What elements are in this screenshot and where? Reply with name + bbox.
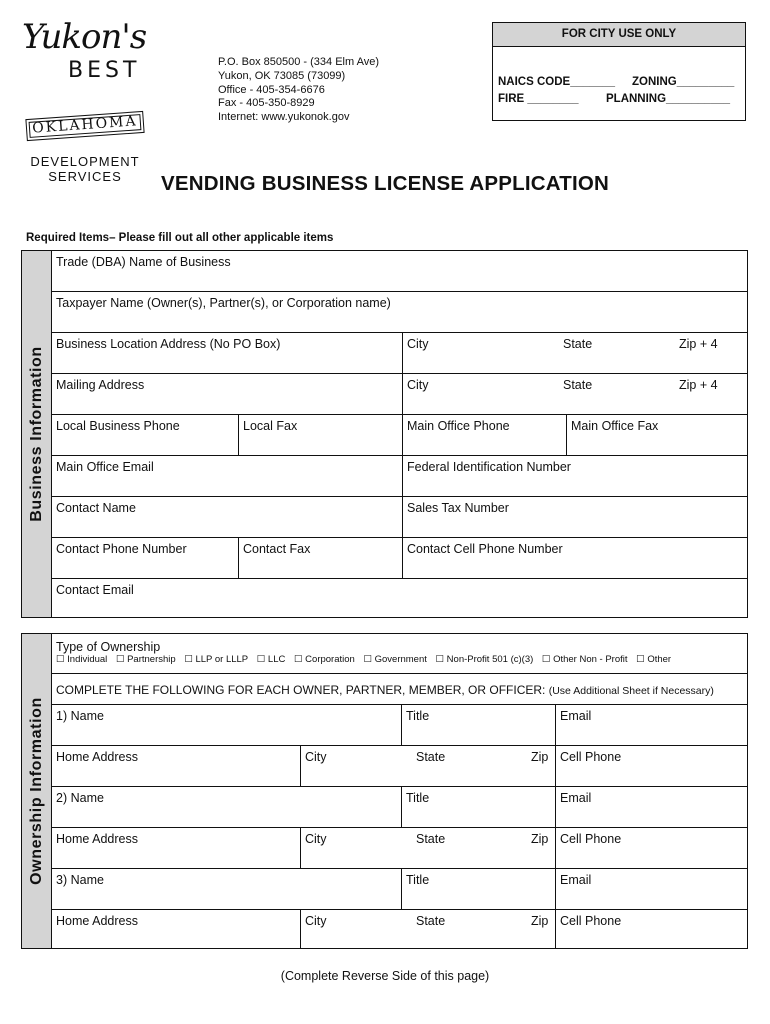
contact-email-field[interactable] [52, 579, 747, 617]
owner2-name-label: 2) Name [56, 791, 104, 805]
owner2-email-label: Email [560, 791, 592, 805]
owner3-email-field[interactable] [555, 869, 747, 909]
business-information-section [21, 250, 748, 618]
row-taxpayer-name [52, 292, 747, 333]
owner-instruction-main: COMPLETE THE FOLLOWING FOR EACH OWNER, PARTNER, MEMBER, OR OFFICER: [56, 683, 546, 697]
address-po-box: P.O. Box 850500 - (334 Elm Ave) [218, 56, 380, 68]
ownership-side-label: Ownership Information [28, 697, 45, 885]
owner2-name-field[interactable] [52, 787, 401, 827]
option-llp-checkbox[interactable]: ☐ LLP or LLLP [184, 654, 249, 665]
ownership-information-section [21, 633, 748, 949]
owner3-city-label: City [305, 914, 327, 928]
taxpayer-name-label: Taxpayer Name (Owner(s), Partner(s), or Corporation name) [56, 296, 391, 310]
fein-field[interactable] [402, 456, 747, 496]
address-internet: Internet: www.yukonok.gov [218, 111, 350, 124]
trade-name-field[interactable] [52, 251, 747, 291]
owner3-home-address-field[interactable] [52, 910, 300, 948]
address-city-zip: Yukon, OK 73085 (73099) [218, 69, 346, 82]
logo-dept-line2: SERVICES [48, 169, 122, 184]
required-items-note: Required Items– Please fill out all other applicable items [26, 232, 334, 244]
zoning-field[interactable]: ZONING_________ [632, 76, 735, 88]
business-side-label: Business Information [28, 346, 45, 522]
main-office-email-label: Main Office Email [56, 460, 154, 474]
yukon-logo [22, 17, 147, 184]
owner3-title-label: Title [406, 873, 430, 887]
contact-cell-field[interactable] [402, 538, 747, 578]
owner3-name-field[interactable] [52, 869, 401, 909]
logo-dept-line1: DEVELOPMENT [30, 154, 140, 169]
owner3-email-label: Email [560, 873, 592, 887]
mailing-city-state-zip-field[interactable] [402, 374, 747, 414]
owner1-title-label: Title [406, 709, 430, 723]
location-address-field[interactable] [52, 333, 402, 373]
owner1-cell-label: Cell Phone [560, 750, 622, 764]
owner1-city-state-zip-field[interactable] [300, 746, 555, 786]
city-use-box [492, 22, 746, 121]
option-llc-checkbox[interactable]: ☐ LLC [256, 654, 286, 665]
trade-name-label: Trade (DBA) Name of Business [56, 255, 231, 269]
option-other-checkbox[interactable]: ☐ Other [636, 654, 672, 665]
row-email-fein [52, 456, 747, 497]
row-owner3-name [52, 869, 747, 910]
location-state-label: State [563, 337, 593, 351]
owner3-cell-field[interactable] [555, 910, 747, 948]
business-grid [52, 251, 747, 617]
fein-label: Federal Identification Number [407, 460, 571, 474]
row-phones [52, 415, 747, 456]
page-title: VENDING BUSINESS LICENSE APPLICATION [161, 172, 609, 195]
owner3-home-address-label: Home Address [56, 914, 138, 928]
ownership-type-field [52, 634, 747, 673]
address-office-phone: Office - 405-354-6676 [218, 83, 325, 96]
owner1-name-label: 1) Name [56, 709, 104, 723]
row-owner-instruction [52, 674, 747, 705]
logo-oklahoma-banner: OKLAHOMA [25, 111, 144, 141]
taxpayer-name-field[interactable] [52, 292, 747, 332]
location-city-label: City [407, 337, 429, 351]
row-ownership-type [52, 634, 747, 674]
contact-email-label: Contact Email [56, 583, 134, 597]
owner1-state-label: State [416, 750, 446, 764]
owner2-city-label: City [305, 832, 327, 846]
mailing-state-label: State [563, 378, 593, 392]
owner2-home-address-field[interactable] [52, 828, 300, 868]
row-owner3-address [52, 910, 747, 948]
option-government-checkbox[interactable]: ☐ Government [363, 654, 427, 665]
owner2-city-state-zip-field[interactable] [300, 828, 555, 868]
sales-tax-label: Sales Tax Number [407, 501, 509, 515]
row-trade-name [52, 251, 747, 292]
owner2-zip-label: Zip [531, 832, 549, 846]
option-corporation-checkbox[interactable]: ☐ Corporation [294, 654, 355, 665]
row-contact-name [52, 497, 747, 538]
owner1-email-field[interactable] [555, 705, 747, 745]
mailing-address-field[interactable] [52, 374, 402, 414]
main-office-email-field[interactable] [52, 456, 402, 496]
main-office-fax-field[interactable] [566, 415, 747, 455]
owner1-email-label: Email [560, 709, 592, 723]
owner2-cell-label: Cell Phone [560, 832, 622, 846]
contact-name-label: Contact Name [56, 501, 136, 515]
row-contact-email [52, 579, 747, 617]
row-owner2-address [52, 828, 747, 869]
owner2-cell-field[interactable] [555, 828, 747, 868]
main-office-fax-label: Main Office Fax [571, 419, 659, 433]
address-fax: Fax - 405-350-8929 [218, 97, 315, 110]
ownership-grid [52, 634, 747, 948]
owner-instruction [52, 674, 747, 704]
owner3-title-field[interactable] [401, 869, 555, 909]
main-office-phone-field[interactable] [402, 415, 566, 455]
owner1-zip-label: Zip [531, 750, 549, 764]
local-fax-field[interactable] [238, 415, 402, 455]
owner3-state-label: State [416, 914, 446, 928]
local-fax-label: Local Fax [243, 419, 298, 433]
business-side-panel [22, 251, 52, 617]
location-address-label: Business Location Address (No PO Box) [56, 337, 281, 351]
ownership-options [56, 654, 677, 665]
planning-field[interactable]: PLANNING__________ [606, 93, 731, 105]
contact-phone-label: Contact Phone Number [56, 542, 187, 556]
mailing-zip-label: Zip + 4 [679, 378, 718, 392]
owner2-home-address-label: Home Address [56, 832, 138, 846]
ownership-type-label: Type of Ownership [56, 640, 161, 654]
location-city-state-zip-field[interactable] [402, 333, 747, 373]
ownership-side-panel [22, 634, 52, 948]
naics-code-field[interactable]: NAICS CODE_______ [498, 76, 615, 88]
owner3-city-state-zip-field[interactable] [300, 910, 555, 948]
contact-cell-label: Contact Cell Phone Number [407, 542, 563, 556]
owner1-city-label: City [305, 750, 327, 764]
location-zip-label: Zip + 4 [679, 337, 718, 351]
row-owner1-address [52, 746, 747, 787]
local-phone-field[interactable] [52, 415, 238, 455]
local-phone-label: Local Business Phone [56, 419, 180, 433]
owner3-cell-label: Cell Phone [560, 914, 622, 928]
contact-fax-label: Contact Fax [243, 542, 311, 556]
logo-script-text: Yukon's [22, 17, 147, 57]
row-owner2-name [52, 787, 747, 828]
row-contact-phones [52, 538, 747, 579]
option-individual-checkbox[interactable]: ☐ Individual [56, 654, 108, 665]
contact-phone-field[interactable] [52, 538, 238, 578]
owner2-email-field[interactable] [555, 787, 747, 827]
contact-name-field[interactable] [52, 497, 402, 537]
option-partnership-checkbox[interactable]: ☐ Partnership [115, 654, 176, 665]
owner1-cell-field[interactable] [555, 746, 747, 786]
owner-instruction-text [56, 683, 714, 697]
office-address [218, 56, 379, 125]
main-office-phone-label: Main Office Phone [407, 419, 510, 433]
owner1-home-address-label: Home Address [56, 750, 138, 764]
owner2-state-label: State [416, 832, 446, 846]
sales-tax-field[interactable] [402, 497, 747, 537]
owner1-home-address-field[interactable] [52, 746, 300, 786]
mailing-city-label: City [407, 378, 429, 392]
option-nonprofit-501c3-checkbox[interactable]: ☐ Non-Profit 501 (c)(3) [435, 654, 534, 665]
owner3-zip-label: Zip [531, 914, 549, 928]
owner-instruction-note: (Use Additional Sheet if Necessary) [548, 685, 714, 697]
row-location-address [52, 333, 747, 374]
city-use-header: FOR CITY USE ONLY [493, 23, 745, 47]
owner1-name-field[interactable] [52, 705, 401, 745]
mailing-address-label: Mailing Address [56, 378, 145, 392]
option-other-nonprofit-checkbox[interactable]: ☐ Other Non - Profit [541, 654, 628, 665]
row-owner1-name [52, 705, 747, 746]
owner3-name-label: 3) Name [56, 873, 104, 887]
logo-best-text: BEST [68, 58, 141, 83]
owner1-title-field[interactable] [401, 705, 555, 745]
fire-field[interactable]: FIRE ________ [498, 93, 579, 105]
owner2-title-field[interactable] [401, 787, 555, 827]
row-mailing-address [52, 374, 747, 415]
contact-fax-field[interactable] [238, 538, 402, 578]
footer-note: (Complete Reverse Side of this page) [280, 969, 490, 983]
owner2-title-label: Title [406, 791, 430, 805]
